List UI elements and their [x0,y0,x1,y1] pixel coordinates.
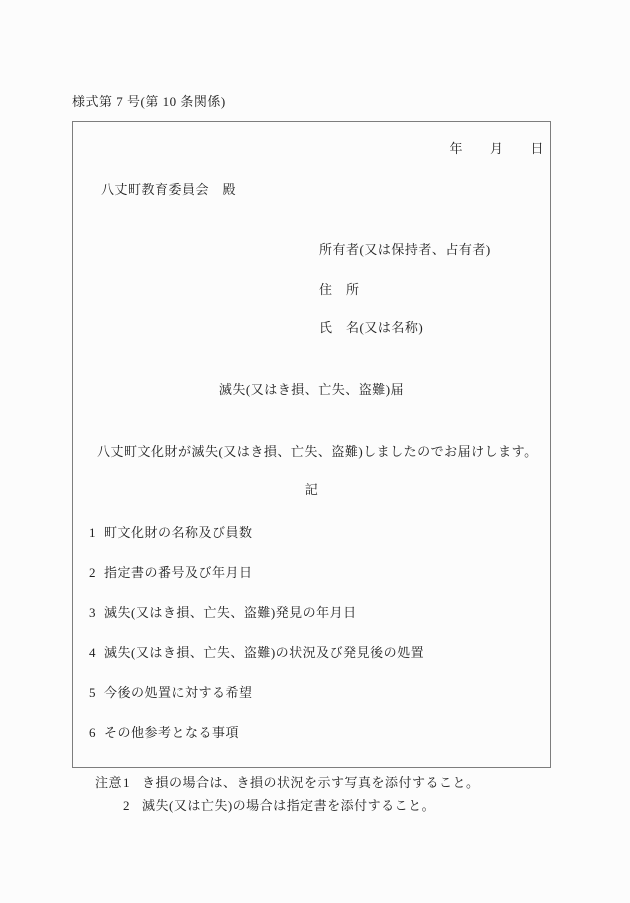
notes-label-spacer [95,796,123,815]
ki-heading: 記 [304,482,319,497]
sender-address-label: 住 所 [319,282,360,297]
item-label: その他参考となる事項 [104,725,240,740]
form-number-heading: 様式第 7 号(第 10 条関係) [72,94,226,109]
item-number: 4 [89,645,96,660]
note-number: 2 [123,798,130,813]
item-number: 1 [89,525,96,540]
list-item [89,563,540,582]
notes-label: 注意 [95,775,123,790]
item-label: 滅失(又はき損、亡失、盗難)発見の年月日 [104,605,357,620]
item-number: 3 [89,605,96,620]
sender-name-label: 氏 名(又は名称) [319,320,424,335]
item-label: 町文化財の名称及び員数 [104,525,253,540]
item-label: 指定書の番号及び年月日 [104,565,253,580]
addressee-line: 八丈町教育委員会 殿 [101,182,237,197]
item-number: 5 [89,685,96,700]
note-text: き損の場合は、き損の状況を示す写真を添付すること。 [142,775,480,790]
note-item [95,773,620,792]
form-border-box [72,121,551,768]
item-list [89,523,540,763]
note-item [95,796,620,815]
date-line: 年 月 日 [449,141,544,156]
note-text: 滅失(又は亡失)の場合は指定書を添付すること。 [142,798,436,813]
list-item [89,683,540,702]
body-statement: 八丈町文化財が滅失(又はき損、亡失、盗難)しましたのでお届けします。 [97,444,538,459]
sender-owner-label: 所有者(又は保持者、占有者) [319,242,491,257]
list-item [89,523,540,542]
notes-section [95,773,620,819]
item-number: 6 [89,725,96,740]
list-item [89,643,540,662]
note-number: 1 [123,775,130,790]
item-label: 今後の処置に対する希望 [104,685,253,700]
item-number: 2 [89,565,96,580]
document-title: 滅失(又はき損、亡失、盗難)届 [218,382,405,397]
list-item [89,723,540,742]
list-item [89,603,540,622]
item-label: 滅失(又はき損、亡失、盗難)の状況及び発見後の処置 [104,645,425,660]
